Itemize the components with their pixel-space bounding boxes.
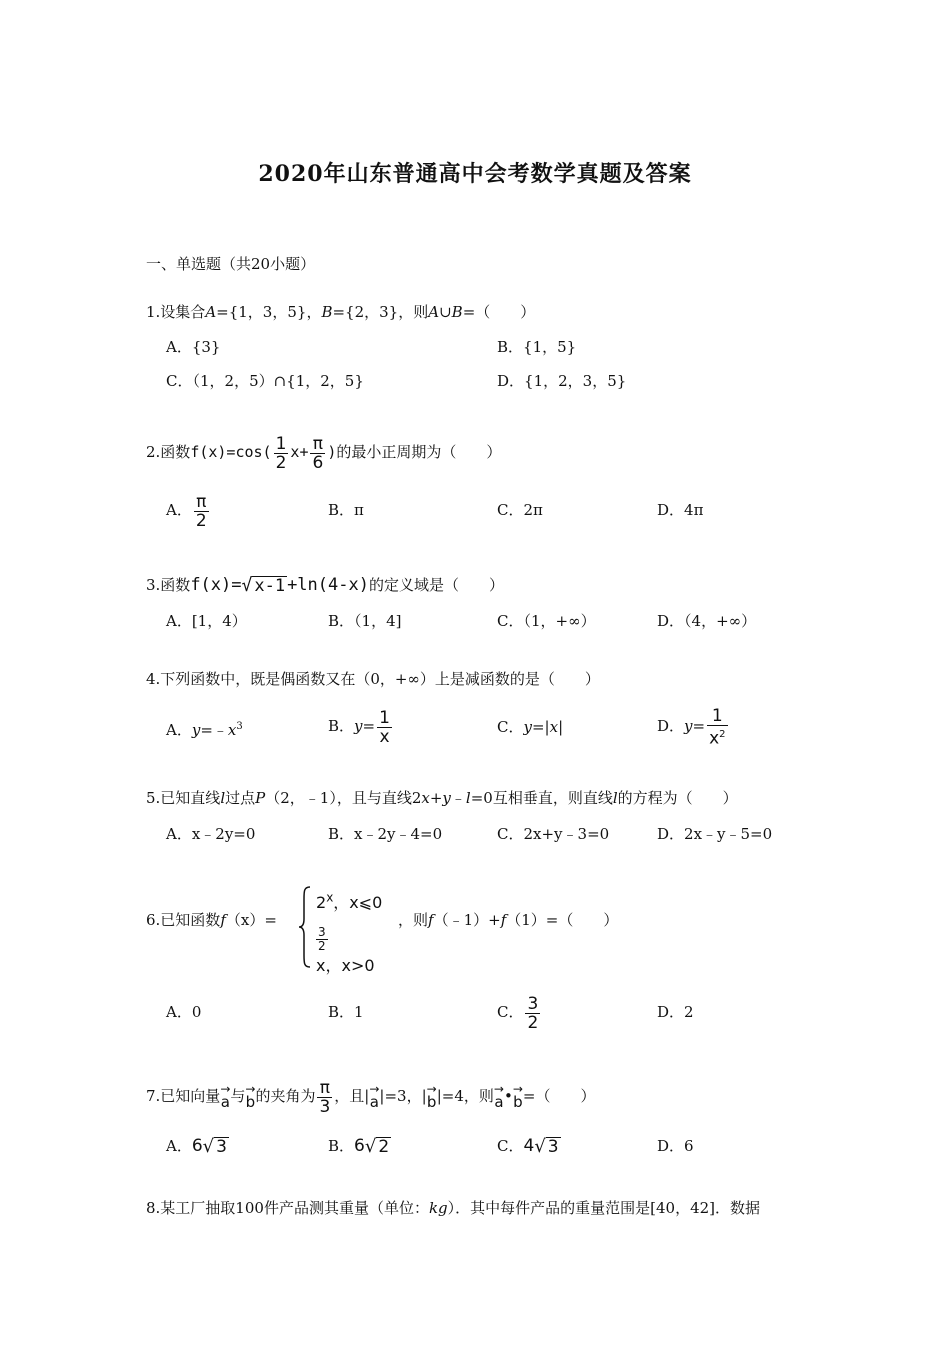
question-7-option-b: B．6 √ 2	[328, 1136, 390, 1157]
question-5-option-b: B．x﹣2y﹣4=0	[328, 825, 443, 843]
question-7-option-d: D．6	[657, 1137, 694, 1155]
question-3-option-d: D．（4，+∞）	[657, 612, 757, 630]
section-heading: 一、单选题（共20小题）	[146, 255, 316, 273]
question-7-stem: 7.已知向量 → a 与 → b 的夹角为 $\frac{\pi}{3}$ ，且| → a |=3，| → b |=4，则 → a • → b =（ ）	[146, 1077, 596, 1117]
question-3-option-b: B．（1，4]	[328, 612, 402, 630]
fraction-one-half: $\frac{1}{2}$	[275, 433, 287, 473]
question-2-stem: 2.函数f(x)=cos( $\frac{1}{2}$ x+ $\frac{\pi}{6}$ )的最小正周期为（ ）	[146, 433, 502, 473]
question-6-option-c: C． $\frac{3}{2}$	[497, 993, 539, 1033]
question-2-option-b: B．π	[328, 501, 364, 519]
question-1-option-b: B．{1，5}	[497, 338, 577, 356]
piecewise-brace-icon	[298, 885, 312, 969]
question-6-option-b: B．1	[328, 1003, 364, 1021]
question-4-option-d: D．y= $\frac{1}{x^2}$	[657, 705, 726, 749]
question-2-option-d: D．4π	[657, 501, 704, 519]
piecewise-case-1: 2$^x$，x⩽0	[316, 890, 383, 912]
question-5-option-a: A．x﹣2y=0	[166, 825, 256, 843]
fraction-pi-sixth: $\frac{\pi}{6}$	[312, 433, 324, 473]
question-2-option-a: A． $\frac{\pi}{2}$	[166, 491, 207, 531]
question-7-option-c: C．4 √ 3	[497, 1136, 559, 1157]
question-5-stem: 5.已知直线l过点P（2，﹣1），且与直线2x+y﹣l=0互相垂直，则直线l的方程为（ ）	[146, 789, 738, 807]
vector-b: → b	[245, 1082, 256, 1111]
question-3-stem: 3.函数f(x)= √ x-1 +ln(4-x)的定义域是（ ）	[146, 575, 504, 596]
question-1-option-c: C．（1，2，5）∩{1，2，5}	[166, 372, 364, 390]
question-2-option-c: C．2π	[497, 501, 543, 519]
square-root: √ x-1	[241, 575, 286, 596]
question-7-option-a: A．6 √ 3	[166, 1136, 227, 1157]
question-5-option-c: C．2x+y﹣3=0	[497, 825, 610, 843]
question-1-stem: 1.设集合A={1，3，5}，B={2，3}，则A∪B=（ ）	[146, 303, 536, 321]
question-4-option-a: A．$y=﹣x^3$	[166, 721, 243, 739]
piecewise-case-2: $\frac{3}{2}$ x，x>0	[316, 925, 375, 975]
question-4-option-c: C．y=|x|	[497, 718, 564, 736]
question-6-option-a: A．0	[166, 1003, 202, 1021]
question-6-stem-start: 6.已知函数f（x）=	[146, 911, 277, 929]
document-title: 2020年山东普通高中会考数学真题及答案	[258, 161, 692, 187]
question-3-option-a: A．[1，4）	[166, 612, 247, 630]
question-1-option-a: A．{3}	[166, 338, 221, 356]
question-4-option-b: B．y= $\frac{1}{x}$	[328, 707, 390, 747]
question-6-stem-end: ，则f（﹣1）+f（1）=（ ）	[398, 911, 619, 929]
question-1-option-d: D．{1，2，3，5}	[497, 372, 627, 390]
question-8-stem: 8.某工厂抽取100件产品测其重量（单位：kg）．其中每件产品的重量范围是[40，42]．数据	[146, 1199, 761, 1217]
question-4-stem: 4.下列函数中，既是偶函数又在（0，+∞）上是减函数的是（ ）	[146, 670, 600, 688]
question-6-option-d: D．2	[657, 1003, 694, 1021]
vector-a: → a	[220, 1082, 231, 1111]
question-5-option-d: D．2x﹣y﹣5=0	[657, 825, 773, 843]
question-3-option-c: C．（1，+∞）	[497, 612, 596, 630]
